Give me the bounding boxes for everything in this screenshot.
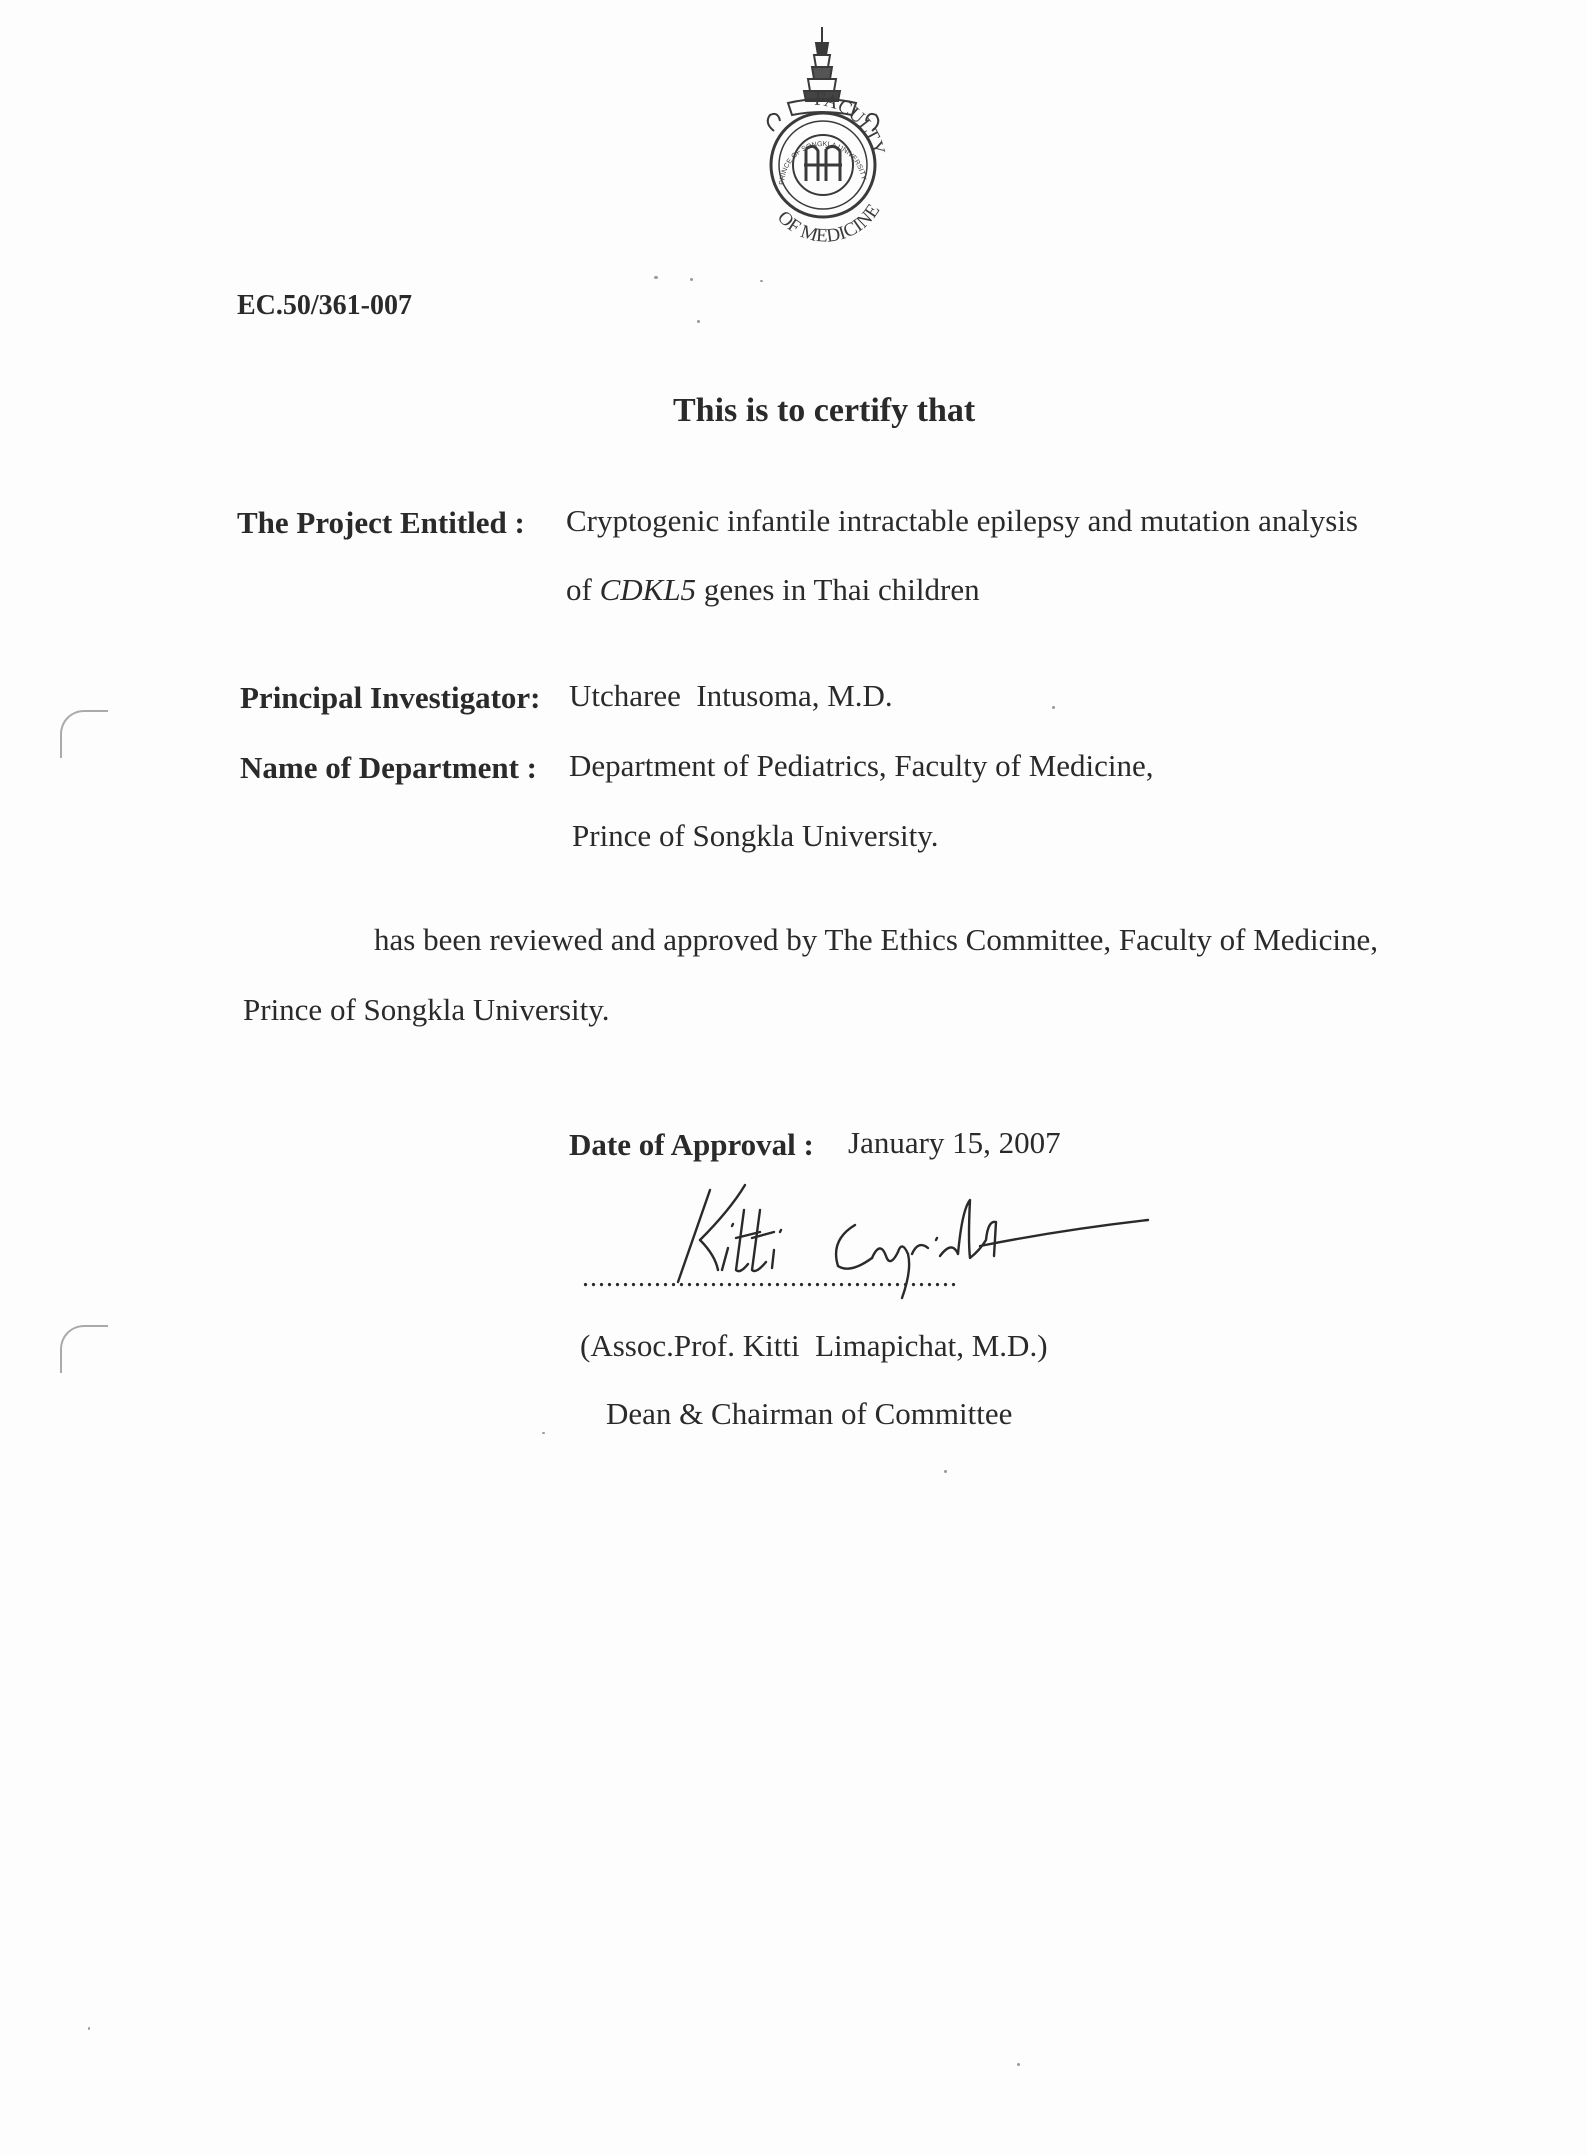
scan-artifact [60,1325,108,1373]
signatory-name: (Assoc.Prof. Kitti Limapichat, M.D.) [580,1328,1048,1363]
department-label: Name of Department : [240,750,537,785]
project-title-label: The Project Entitled : [237,505,525,540]
seal-ring-text: PRINCE OF SONGKLA UNIVERSITY [778,140,867,186]
svg-text:OF MEDICINE [773,200,884,246]
approval-date-label: Date of Approval : [569,1127,814,1162]
reference-number: EC.50/361-007 [237,290,412,321]
department-value-line1: Department of Pediatrics, Faculty of Medicine, [569,748,1154,783]
scan-speck [690,278,693,281]
scan-artifact [60,710,108,758]
scan-speck [542,1432,545,1434]
gene-name: CDKL5 [599,572,697,607]
scan-speck [944,1470,947,1473]
project-title-line2 [566,572,980,608]
scan-speck [88,2027,90,2030]
seal-text-faculty: FACULTY [813,88,889,158]
scan-speck [1017,2063,1020,2066]
svg-text:PRINCE OF SONGKLA UNIVERSITY [779,141,867,185]
principal-investigator-value: Utcharee Intusoma, M.D. [569,678,893,713]
certify-heading: This is to certify that [673,392,976,429]
seal-text-of-medicine: OF MEDICINE [773,200,885,247]
scan-speck [760,280,763,282]
principal-investigator-label: Principal Investigator: [240,680,541,715]
approval-statement-line1: has been reviewed and approved by The Ethics Committee, Faculty of Medicine, [374,922,1379,957]
department-value-line2: Prince of Songkla University. [572,818,939,853]
project-title-prefix: of [566,572,600,607]
scan-speck [1052,706,1055,709]
approval-statement-line2: Prince of Songkla University. [243,992,610,1027]
scan-speck [697,320,700,323]
signatory-title: Dean & Chairman of Committee [606,1396,1013,1431]
project-title-line1: Cryptogenic infantile intractable epilepsy and mutation analysis [566,503,1358,538]
faculty-seal-logo [722,25,922,265]
project-title-suffix: genes in Thai children [696,572,980,607]
signature-line: ............................................... [582,1262,958,1293]
approval-date-value: January 15, 2007 [848,1125,1061,1160]
scan-speck [654,276,658,279]
